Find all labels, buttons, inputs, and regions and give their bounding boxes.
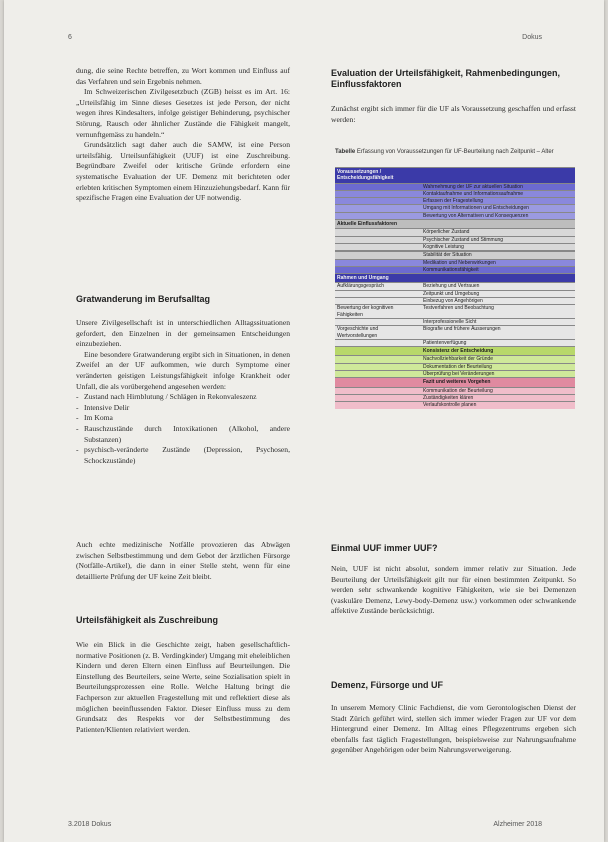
footer-right: Alzheimer 2018 [493,821,542,828]
table-cell-label: Bewertung der kognitiven Fähigkeiten [337,305,394,318]
paragraph: In unserem Memory Clinic Fachdienst, die vom Gerontologischen Dienst der Stadt Zürich geführt wird, stellen sich immer wieder Fragen zur UF vor dem Hintergrund einer Demenz. Im Alltag eines Pflegezentrums ergeben sich ebenfalls fast täglich Fragestellungen, beispielsweise zur Nahrungsaufnahme gegenüber Angehörigen oder beim Nahrungsverweigerung. [331,703,576,755]
table-cell-label [335,371,421,377]
table-row [335,297,575,304]
table-cell-label [335,319,421,325]
paragraph: Zunächst ergibt sich immer für die UF als Voraussetzung geschaffen und erfasst werden: [331,104,576,124]
table-caption [335,148,575,156]
table-row [335,183,575,190]
table-cell-value: Dokumentation der Beurteilung [423,363,492,370]
table-row [335,377,575,386]
table-cell-label [335,340,421,346]
right-column-demenz [331,703,576,756]
table-cell-value: Bewertung von Alternativen und Konsequenzen [423,212,529,219]
heading-zuschreibung: Urteilsfähigkeit als Zuschreibung [76,615,219,625]
left-column-notfall [76,540,290,582]
left-column-mid [76,318,290,466]
table-cell-value: Testverfahren und Beobachtung [423,305,494,312]
table-row [335,212,575,219]
right-column-intro [331,104,576,125]
page [4,0,604,842]
table-cell-value: Überprüfung bei Veränderungen [423,371,495,378]
table-row [335,318,575,325]
table-row [335,251,575,258]
table-cell-value: Verlaufskontrolle planen [423,402,477,409]
table-cell-label [335,229,421,235]
table-cell-label: Aufklärungsgespräch [337,283,384,290]
paragraph: dung, die seine Rechte betreffen, zu Wort kommen und Einfluss auf das Verfahren und sein Ergebnis nehmen. [76,66,290,86]
heading-einmal-uuf: Einmal UUF immer UUF? [331,543,438,553]
list-item: - Im Koma [76,413,290,424]
table-row [335,190,575,197]
table-row [335,370,575,377]
table-cell-value: Kommunikationsfähigkeit [423,266,479,273]
table-cell-value: Erfassen der Fragestellung [423,198,484,205]
table-cell-value: Konsistenz der Entscheidung [423,348,494,355]
table-cell-value: Zeitpunkt und Umgebung [423,290,480,297]
table-cell-value [421,220,575,228]
table-row [335,401,575,408]
bullet-list [76,392,290,466]
table-cell-label [335,237,421,243]
page-number: 6 [68,34,72,41]
heading-evaluation: Evaluation der Urteilsfähigkeit, Rahmenbedingungen, Einflussfaktoren [331,68,561,89]
table-cell-value: Wahrnehmung der UF zur aktuellen Situation [423,183,523,190]
table-cell-label [335,347,421,355]
table-row [335,355,575,362]
table-row [335,219,575,228]
table-cell-value: Stabilität der Situation [423,252,472,259]
table-caption-text: Erfassung von Voraussetzungen für UF-Beurteilung nach Zeitpunkt – Alter [356,149,554,155]
table-cell-value: Fazit und weiteres Vorgehen [423,379,491,386]
table-cell-value [421,168,575,183]
table-cell-value: Beziehung und Vertrauen [423,283,480,290]
table-row [335,236,575,243]
table-cell-value: Medikation und Nebenwirkungen [423,259,496,266]
table-cell-label [335,260,421,266]
table-cell-value: Kognitive Leistung [423,243,464,250]
table-cell-label [335,378,421,386]
table-cell-label [335,244,421,250]
table-cell-label [335,184,421,190]
table-row [335,339,575,346]
table-cell-label [335,213,421,219]
table-cell-value [421,274,575,282]
table-row [335,290,575,297]
table-row [335,228,575,235]
table-row [335,363,575,370]
right-column-uuf [331,564,576,617]
paragraph: Eine besondere Gratwanderung ergibt sich in Situationen, in denen Zweifel an der UF aufkommen, wie durch Symptome einer veränderten geistigen Leistungsfähigkeit infolge Krankheit oder Unfall, die als vorübergehend angesehen werden: [76,349,290,391]
table-cell-label: Aktuelle Einflussfaktoren [337,221,398,228]
table-row [335,266,575,273]
table-cell-label: Rahmen und Umgang [337,275,389,282]
table-row [335,273,575,282]
table-cell-value: Biografie und frühere Äusserungen [423,326,501,333]
left-column-top [76,66,290,204]
table-cell-value: Kommunikation der Beurteilung [423,387,493,394]
paragraph: Im Schweizerischen Zivilgesetzbuch (ZGB) heisst es im Art. 16: „Urteilsfähig im Sinne dieses Gesetzes ist jede Person, der nicht wegen ihres Kindesalters, infolge geistiger Behinderung, psychischer Störung, Rausch oder ähnlicher Zustände die Fähigkeit mangelt, vernunftgemäss zu handeln.“ [76,87,290,139]
heading-gratwanderung: Gratwanderung im Berufsalltag [76,294,211,304]
table-cell-label [335,364,421,370]
table-cell-label [335,402,421,408]
table-row [335,167,575,183]
table-row [335,259,575,266]
table-cell-label [335,198,421,204]
table-row [335,394,575,401]
table-row [335,282,575,289]
table-caption-label: Tabelle [335,149,356,155]
table-cell-label [335,205,421,211]
list-item: - Rauschzustände durch Intoxikationen (Alkohol, andere Substanzen) [76,424,290,445]
list-item: - Zustand nach Hirnblutung / Schlägen in Rekonvaleszenz [76,392,290,403]
table-cell-label: Vorgeschichte und Wertvorstellungen [337,326,379,339]
table-cell-value: Patientenverfügung [423,339,467,346]
paragraph: Nein, UUF ist nicht absolut, sondern immer relativ zur Situation. Jede Beurteilung der Urteilsfähigkeit gilt nur für einen bestimmten Zeitpunkt. So werden sehr schwankende kognitive Fähigkeiten, wie sie bei Demenzen (vaskuläre Demenz, Lewy-body-Demenz usw.) vorkommen oder schwankende affektive Zustände berücksichtigt. [331,564,576,616]
table-row [335,197,575,204]
table-row [335,346,575,355]
table-cell-label [335,395,421,401]
table-cell-label: Voraussetzungen / Entscheidungsfähigkeit [337,169,394,182]
running-header: Dokus [522,34,542,41]
paragraph: Wie ein Blick in die Geschichte zeigt, haben gesellschaftlich-normative Positionen (z. B. Verdingkinder) Umgang mit eheleiblichen Kindern und deren Eltern einen Einfluss auf Beurteilungen. Die Einstellung des Beurteilers, seine Werte, seine Sozialisation spielt in Beurteilungsprozessen eine Rolle. Welche Haltung bringt die Fachperson zur aktuellen Fragestellung mit und reflektiert diese als möglichen beeinflussenden Faktor. Dieser Einfluss muss zu dem Grundsatz des Respekts vor der Selbstbestimmung des Patienten/Klienten relativiert werden. [76,640,290,734]
table-cell-value: Umgang mit Informationen und Entscheidungen [423,205,529,212]
paragraph: Auch echte medizinische Notfälle provozieren das Abwägen zwischen Selbstbestimmung und dem Gebot der ärztlichen Fürsorge (Notfälle-Artikel), die dann in einer Stelle steht, wenn für eine detaillierte Prüfung der UF keine Zeit bleibt. [76,540,290,581]
table-row [335,325,575,339]
paragraph: Grundsätzlich sagt daher auch die SAMW, ist eine Person urteilsfähig. Urteilsunfähigkeit (UUF) ist eine Zuschreibung. Begründbare Zweifel oder kritische Gründe erfordern eine systematische Evaluation der UF. Demenz mit berichteten oder erlebten kritischen Symptomen einem Hinzuziehungsbedarf. Kann für spezifische Fragen eine Evaluation der UF notwendig. [76,140,290,203]
table-cell-label [335,191,421,197]
list-item: - psychisch-veränderte Zustände (Depression, Psychosen, Schockzustände) [76,445,290,466]
table-cell-label [335,267,421,273]
table-cell-label [335,388,421,394]
table-cell-label [335,298,421,304]
table-row [335,204,575,211]
table-row [335,243,575,250]
table-cell-label [335,291,421,297]
paragraph: Unsere Zivilgesellschaft ist in unterschiedlichen Alltagssituationen gefordert, den Einzelnen in der gemeinsamen Entscheidungen einzubeziehen. [76,318,290,349]
table-cell-value: Körperlicher Zustand [423,229,470,236]
table-cell-value: Psychischer Zustand und Stimmung [423,236,504,243]
footer-left: 3.2018 Dokus [68,821,112,828]
table-row [335,387,575,394]
table-cell-value: Interprofessionelle Sicht [423,318,477,325]
list-item: - Intensive Delir [76,403,290,414]
left-column-bottom [76,640,290,735]
table-row [335,304,575,318]
table-cell-value: Kontaktaufnahme und Informationsaufnahme [423,190,524,197]
table-cell-value: Zuständigkeiten klären [423,394,474,401]
assessment-table [335,167,575,409]
table-cell-label [335,252,421,258]
heading-demenz: Demenz, Fürsorge und UF [331,680,444,690]
table-cell-value: Einbezug von Angehörigen [423,298,483,305]
table-cell-label [335,356,421,362]
table-cell-value: Nachvollziehbarkeit der Gründe [423,356,494,363]
